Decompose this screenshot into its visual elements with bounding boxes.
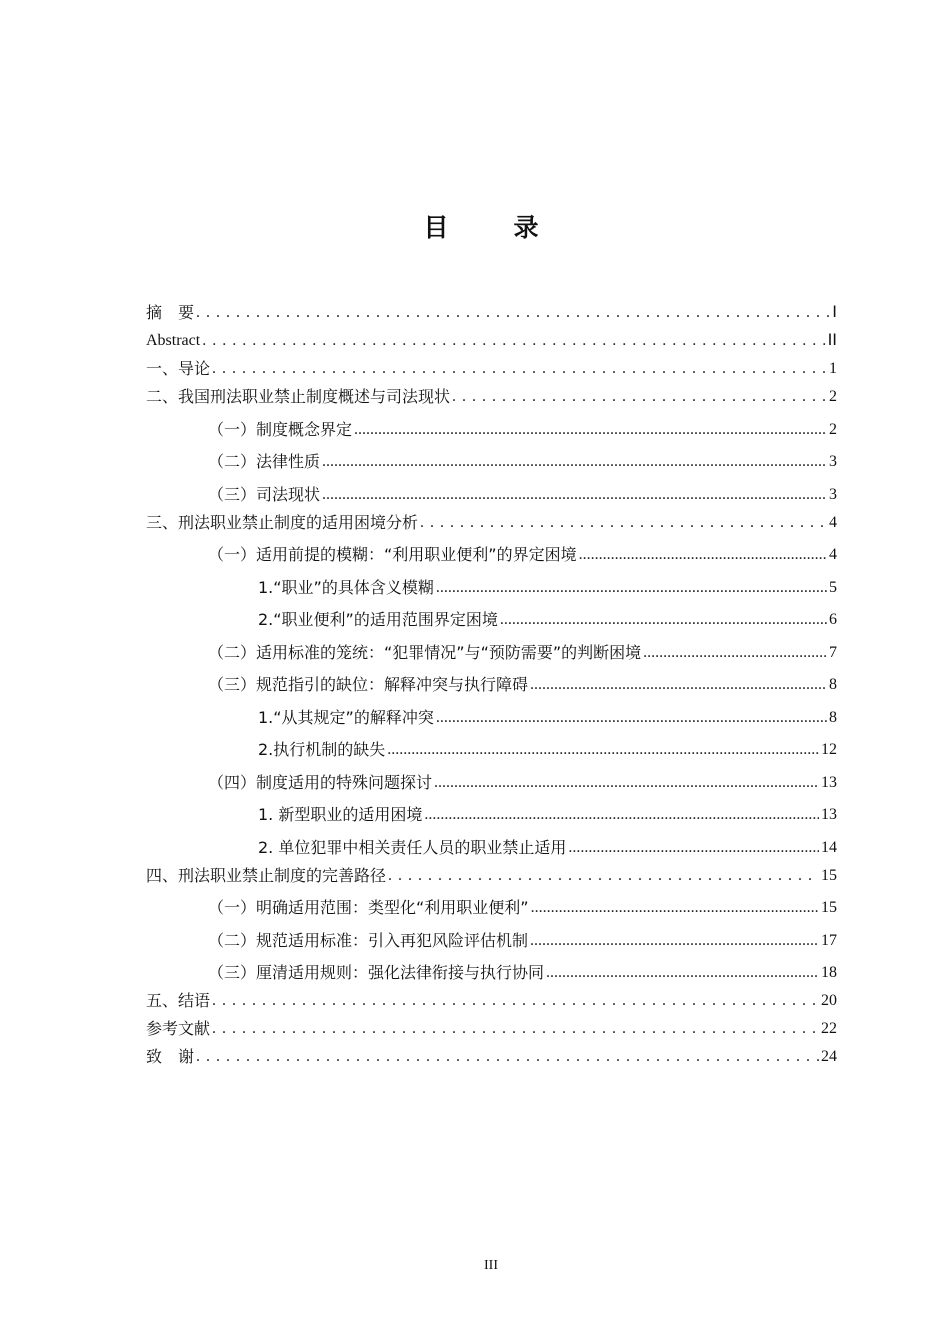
toc-dot-leader [434, 773, 819, 793]
toc-entry-page: 8 [829, 708, 837, 726]
toc-dot-leader [202, 331, 825, 351]
toc-entry-label: 2.执行机制的缺失 [258, 740, 386, 759]
toc-entry-label: 2.“职业便利”的适用范围界定困境 [258, 610, 498, 629]
toc-entry[interactable] [146, 728, 837, 761]
toc-dot-leader [546, 963, 819, 983]
toc-dot-leader [212, 359, 827, 379]
page-title: 目 录 [423, 213, 559, 242]
toc-dot-leader [579, 545, 827, 565]
toc-entry-label: 1.“职业”的具体含义模糊 [258, 577, 434, 597]
toc-entry-page: 2 [829, 388, 837, 405]
toc-entry-label: 1.“从其规定”的解释冲突 [258, 707, 434, 727]
toc-entry-page: 20 [821, 992, 837, 1009]
toc-entry-page: 1 [829, 360, 837, 377]
toc-entry-label: 1. 新型职业的适用困境 [258, 805, 423, 824]
toc-dot-leader [354, 420, 827, 440]
toc-entry-page: 12 [821, 741, 837, 758]
toc-entry-label: （四）制度适用的特殊问题探讨 [208, 772, 433, 792]
toc-entry[interactable] [146, 533, 837, 566]
toc-entry-label: 一、导论 [146, 359, 211, 378]
toc-entry[interactable] [146, 760, 837, 793]
toc-dot-leader [436, 708, 827, 728]
toc-entry-page: 5 [829, 578, 837, 596]
toc-entry[interactable] [146, 663, 837, 696]
toc-entry-page: ⅠⅠ [827, 332, 837, 349]
toc-entry-page: 14 [821, 838, 837, 856]
toc-entry[interactable] [146, 825, 837, 858]
toc-entry[interactable] [146, 379, 837, 407]
toc-dot-leader [212, 991, 819, 1011]
toc-entry-label: （三）厘清适用规则：强化法律衔接与执行协同 [208, 963, 545, 982]
toc-entry-page: 3 [829, 453, 837, 470]
toc-entry[interactable] [146, 951, 837, 984]
toc-entry-label: 参考文献 [146, 1019, 211, 1038]
toc-dot-leader [420, 513, 827, 533]
toc-entry[interactable] [146, 505, 837, 533]
toc-entry[interactable] [146, 351, 837, 379]
toc-entry-page: 4 [829, 546, 837, 563]
toc-dot-leader [322, 452, 827, 472]
toc-entry-label: （一）适用前提的模糊：“利用职业便利”的界定困境 [208, 545, 577, 564]
toc-entry[interactable] [146, 630, 837, 663]
toc-dot-leader [568, 838, 819, 858]
toc-dot-leader [322, 485, 827, 505]
toc-dot-leader [643, 643, 827, 663]
toc-entry-label: 摘 要 [146, 303, 195, 322]
toc-entry[interactable] [146, 793, 837, 826]
toc-entry[interactable] [146, 918, 837, 951]
toc-entry-label: （一）明确适用范围：类型化“利用职业便利” [208, 898, 529, 917]
toc-dot-leader [436, 578, 827, 598]
toc-entry[interactable] [146, 565, 837, 598]
toc-entry-label: （二）适用标准的笼统：“犯罪情况”与“预防需要”的判断困境 [208, 642, 642, 662]
toc-entry-page: 7 [829, 643, 837, 661]
toc-entry-label: 致 谢 [146, 1047, 195, 1066]
toc-dot-leader [531, 898, 819, 918]
toc-entry-label: （二）规范适用标准：引入再犯风险评估机制 [208, 930, 529, 950]
toc-entry[interactable] [146, 983, 837, 1011]
toc-entry[interactable] [146, 1011, 837, 1039]
toc-entry-page: 15 [821, 899, 837, 916]
toc-dot-leader [212, 1019, 819, 1039]
toc-dot-leader [387, 740, 819, 760]
toc-entry-page: 17 [821, 931, 837, 949]
toc-entry-page: 24 [821, 1048, 837, 1065]
toc-entry-label: 三、刑法职业禁止制度的适用困境分析 [146, 512, 419, 532]
toc-entry[interactable] [146, 472, 837, 505]
toc-entry-label: 四、刑法职业禁止制度的完善路径 [146, 865, 387, 885]
toc-entry[interactable] [146, 295, 837, 323]
toc-entry[interactable] [146, 407, 837, 440]
toc-entry-page: 4 [829, 513, 837, 531]
toc-entry-page: 6 [829, 611, 837, 628]
toc-entry-label: Abstract [146, 332, 201, 349]
toc-dot-leader [530, 675, 827, 695]
toc-entry-page: Ⅰ [832, 304, 837, 321]
toc-dot-leader [388, 866, 819, 886]
toc-entry[interactable] [146, 440, 837, 473]
toc-entry-label: （三）司法现状 [208, 484, 321, 504]
toc-dot-leader [196, 303, 830, 323]
toc-entry-page: 18 [821, 964, 837, 981]
toc-entry[interactable] [146, 598, 837, 631]
toc-entry-label: （二）法律性质 [208, 452, 321, 471]
toc-dot-leader [452, 387, 827, 407]
toc-entry[interactable] [146, 886, 837, 919]
toc-entry-label: 二、我国刑法职业禁止制度概述与司法现状 [146, 387, 451, 406]
toc-entry-page: 3 [829, 485, 837, 503]
toc-dot-leader [500, 610, 827, 630]
toc-entry-label: （一）制度概念界定 [208, 419, 353, 439]
toc-entry-page: 2 [829, 420, 837, 438]
toc-entry-label: （三）规范指引的缺位：解释冲突与执行障碍 [208, 675, 529, 694]
toc-entry-page: 22 [821, 1020, 837, 1037]
toc-dot-leader [196, 1047, 819, 1067]
toc-dot-leader [424, 805, 819, 825]
toc-entry-label: 2. 单位犯罪中相关责任人员的职业禁止适用 [258, 837, 567, 857]
toc-entry-label: 五、结语 [146, 991, 211, 1010]
toc-entry-page: 13 [821, 773, 837, 791]
footer-page-number: III [484, 1258, 498, 1273]
toc-entry[interactable] [146, 323, 837, 351]
toc-entry-page: 8 [829, 676, 837, 693]
table-of-contents [146, 295, 837, 1067]
toc-entry-page: 13 [821, 806, 837, 823]
toc-entry[interactable] [146, 695, 837, 728]
toc-entry[interactable] [146, 858, 837, 886]
toc-entry[interactable] [146, 1039, 837, 1067]
toc-dot-leader [530, 931, 819, 951]
toc-entry-page: 15 [821, 866, 837, 884]
